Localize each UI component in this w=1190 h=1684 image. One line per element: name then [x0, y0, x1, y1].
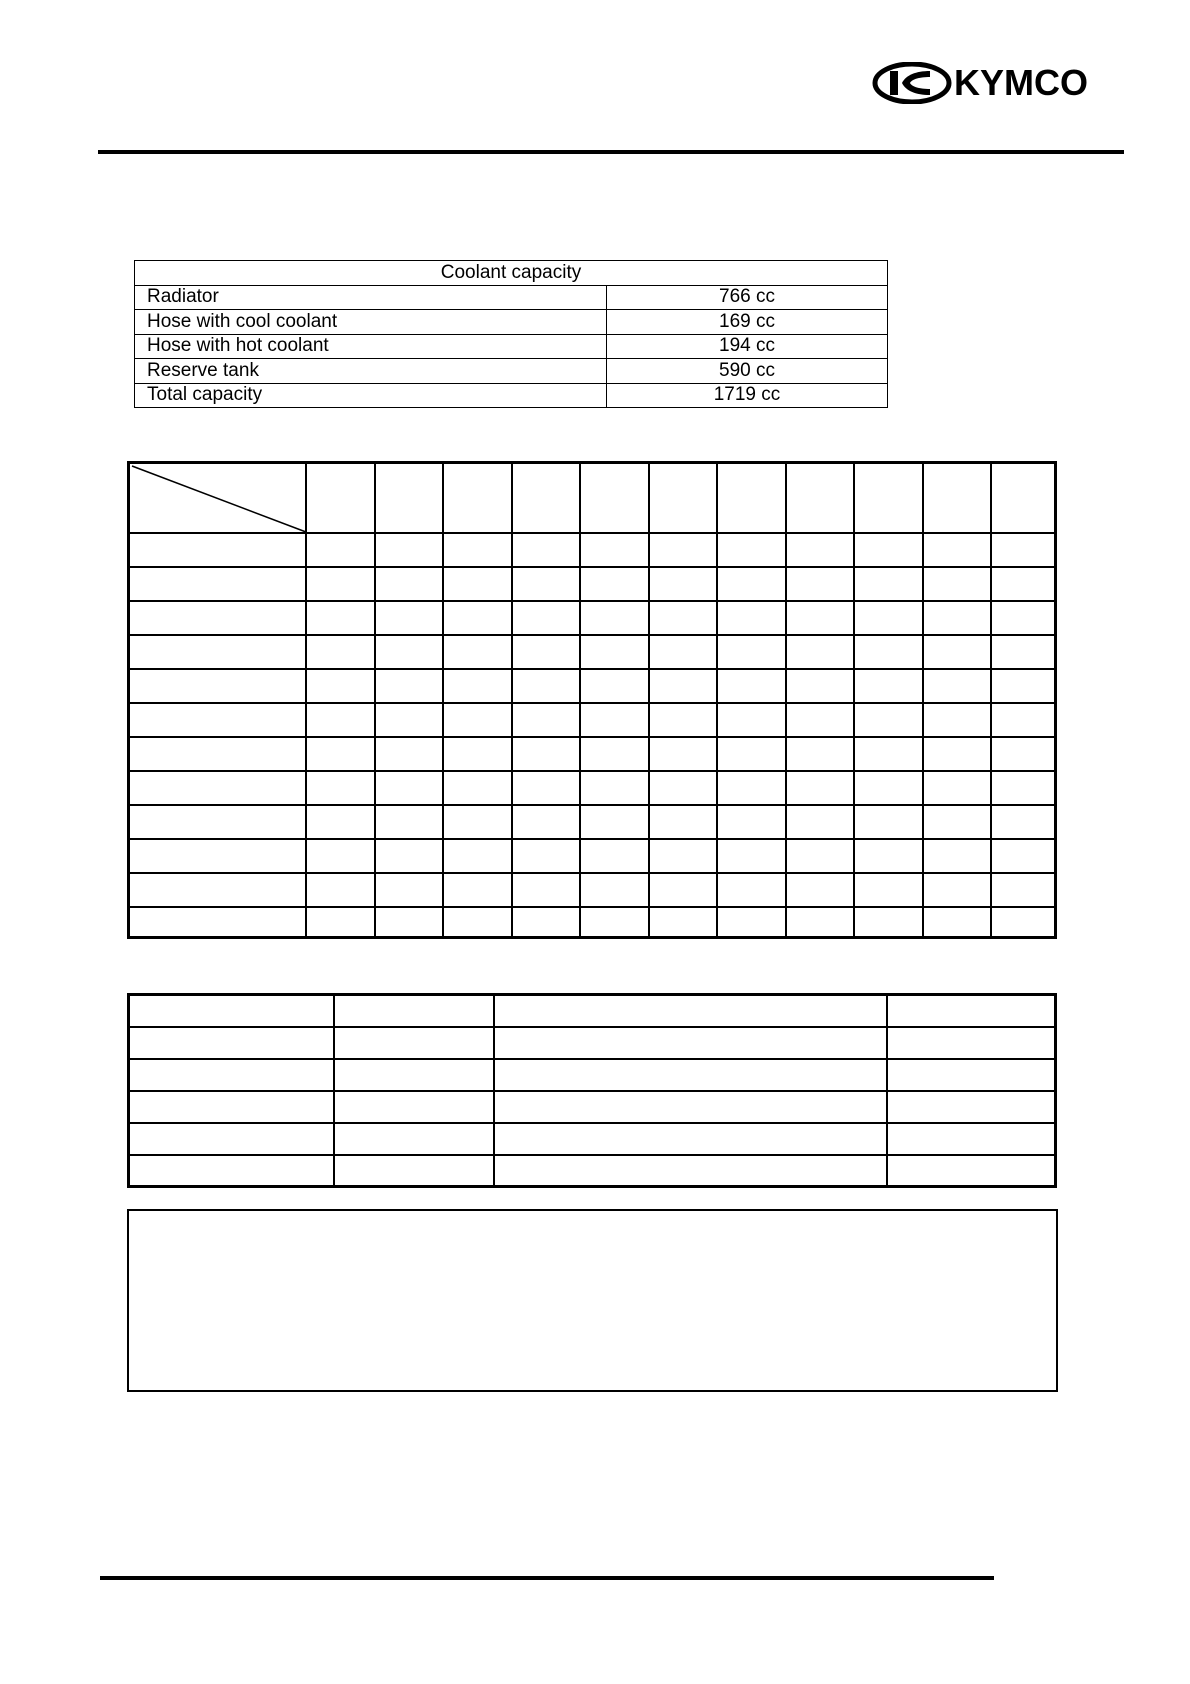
table-row-divider: [130, 1122, 1054, 1124]
table-row-divider: [130, 1090, 1054, 1092]
header-rule: [98, 150, 1124, 154]
row-label: Hose with cool coolant: [135, 310, 607, 335]
grid-row-divider: [130, 566, 1054, 568]
grid-row-divider: [130, 804, 1054, 806]
table-row-divider: [130, 1026, 1054, 1028]
grid-row-divider: [130, 600, 1054, 602]
grid-column-divider: [305, 464, 307, 936]
row-label: Total capacity: [135, 383, 607, 408]
grid-column-divider: [716, 464, 718, 936]
grid-row-divider: [130, 702, 1054, 704]
kymco-emblem-icon: [872, 62, 952, 104]
grid-column-divider: [511, 464, 513, 936]
grid-column-divider: [648, 464, 650, 936]
coolant-table-title: Coolant capacity: [135, 261, 888, 286]
table-row: [135, 285, 888, 310]
table-row-divider: [130, 1058, 1054, 1060]
grid-row-divider: [130, 736, 1054, 738]
table-row: [135, 359, 888, 384]
coolant-capacity-table: [134, 260, 888, 408]
row-value: 590 cc: [607, 359, 888, 384]
grid-row-divider: [130, 872, 1054, 874]
grid-column-divider: [374, 464, 376, 936]
row-value: 1719 cc: [607, 383, 888, 408]
row-label: Radiator: [135, 285, 607, 310]
footer-rule: [100, 1576, 994, 1580]
brand-name: KYMCO: [954, 62, 1088, 103]
grid-row-divider: [130, 668, 1054, 670]
grid-row-divider: [130, 906, 1054, 908]
empty-grid-table: [127, 461, 1057, 939]
row-value: 766 cc: [607, 285, 888, 310]
table-row-divider: [130, 1154, 1054, 1156]
table-row: [135, 310, 888, 335]
row-label: Reserve tank: [135, 359, 607, 384]
grid-column-divider: [579, 464, 581, 936]
kymco-logo: [872, 62, 1122, 104]
grid-row-divider: [130, 532, 1054, 534]
empty-notes-box: [127, 1209, 1058, 1392]
grid-column-divider: [990, 464, 992, 936]
grid-row-divider: [130, 838, 1054, 840]
table-row: [135, 383, 888, 408]
diagonal-header-line: [130, 464, 308, 534]
row-value: 194 cc: [607, 334, 888, 359]
grid-row-divider: [130, 634, 1054, 636]
row-value: 169 cc: [607, 310, 888, 335]
grid-column-divider: [785, 464, 787, 936]
grid-column-divider: [853, 464, 855, 936]
empty-four-column-table: [127, 993, 1057, 1188]
table-row: [135, 334, 888, 359]
grid-column-divider: [442, 464, 444, 936]
row-label: Hose with hot coolant: [135, 334, 607, 359]
grid-row-divider: [130, 770, 1054, 772]
grid-column-divider: [922, 464, 924, 936]
